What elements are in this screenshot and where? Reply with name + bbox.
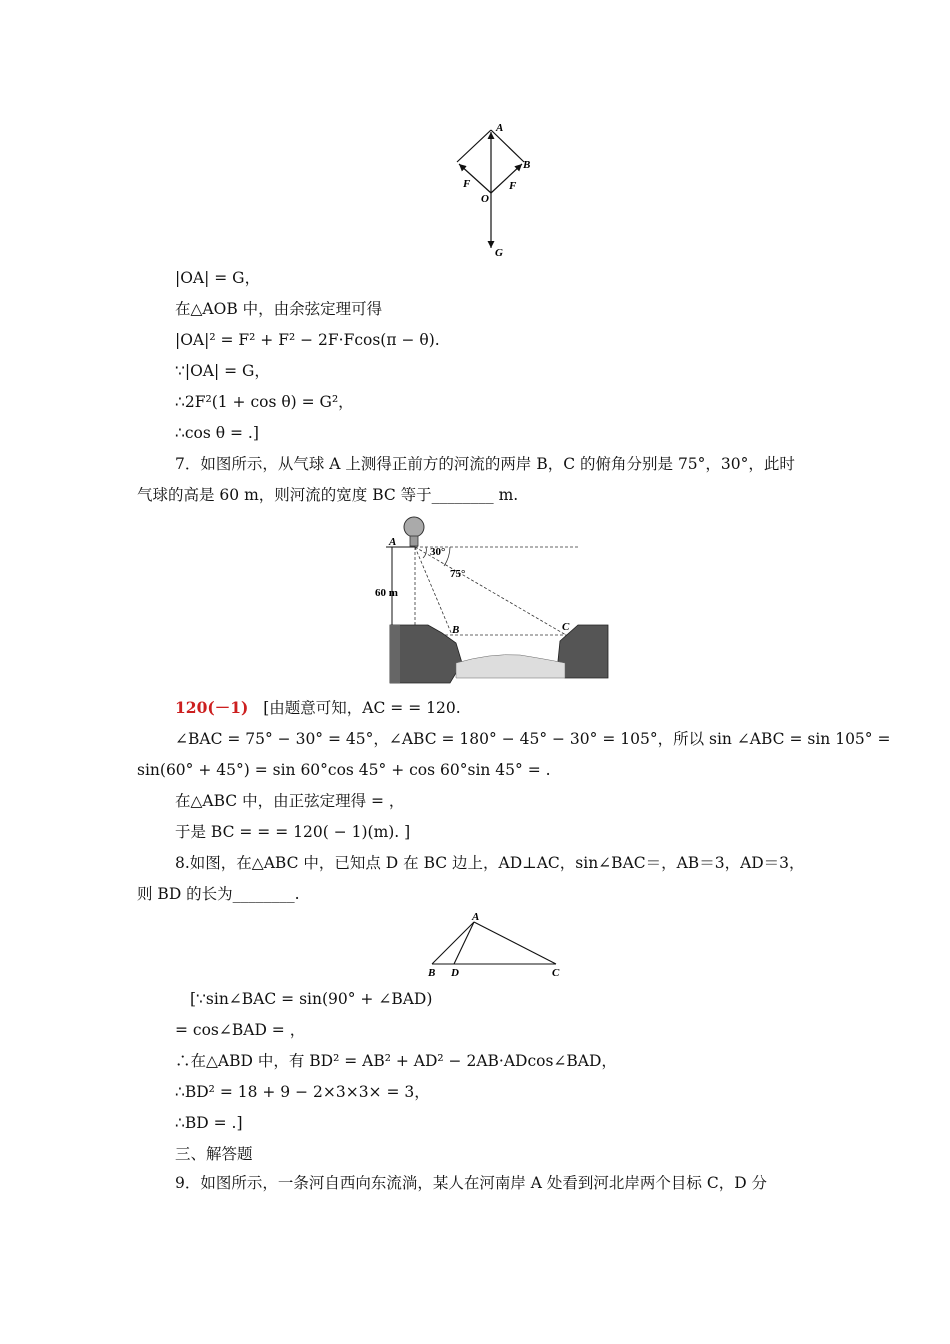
- solution-7-line-2: ∠BAC = 75° − 30° = 45°，∠ABC = 180° − 45° − 30° = 105°，所以 sin ∠ABC = sin 105° =: [175, 730, 891, 748]
- label-g: G: [495, 247, 503, 259]
- text-line-4: ∵|OA| = G，: [175, 362, 270, 380]
- solution-8-line-5: ∴BD = .]: [175, 1114, 243, 1132]
- solution-7-line-4: 在△ABC 中，由正弦定理得 = ，: [175, 792, 405, 810]
- edge-left-top: [457, 130, 491, 162]
- label-f-right: F: [509, 180, 517, 192]
- text-line-5: ∴2F²(1 + cos θ) = G²，: [175, 393, 354, 411]
- triangle-diagram: [420, 910, 570, 982]
- solution-8-line-4: ∴BD² = 18 + 9 − 2×3×3× = 3，: [175, 1083, 430, 1101]
- label-b: B: [452, 624, 460, 636]
- answer-7-value: 120(－1): [175, 698, 249, 717]
- label-b: B: [428, 967, 436, 979]
- label-60m: 60 m: [375, 587, 398, 599]
- section-heading: 三、解答题: [175, 1145, 253, 1163]
- ground-left: [390, 625, 400, 683]
- balloon-basket: [410, 536, 418, 546]
- side-ac: [474, 922, 556, 964]
- label-c: C: [552, 967, 560, 979]
- text-line-1: |OA| = G，: [175, 269, 261, 287]
- force-diagram: [440, 118, 540, 263]
- solution-7-line-5: 于是 BC = = = 120( − 1)(m). ]: [175, 823, 411, 841]
- text-line-6: ∴cos θ = .]: [175, 424, 259, 442]
- solution-8-line-1: [∵sin∠BAC = sin(90° + ∠BAD): [190, 990, 433, 1008]
- text-line-2: 在△AOB 中，由余弦定理可得: [175, 300, 383, 318]
- question-8-line-1: 8.如图，在△ABC 中，已知点 D 在 BC 边上，AD⊥AC，sin∠BAC＝，AB＝3，AD＝3，: [175, 854, 805, 872]
- balloon-river-diagram: [370, 513, 620, 688]
- label-c: C: [562, 621, 570, 633]
- label-a: A: [389, 536, 397, 548]
- solution-8-line-2: = cos∠BAD = ，: [175, 1021, 306, 1039]
- label-b: B: [523, 159, 531, 171]
- solution-8-line-3: ∴在△ABD 中，有 BD² = AB² + AD² − 2AB·ADcos∠BAD，: [175, 1052, 617, 1070]
- river-water: [456, 655, 565, 678]
- label-30deg: 30°: [430, 546, 446, 558]
- balloon-icon: [404, 517, 424, 537]
- solution-7-line-3: sin(60° + 45°) = sin 60°cos 45° + cos 60°sin 45° = .: [137, 761, 551, 779]
- sight-c: [415, 547, 566, 635]
- text-line-3: |OA|² = F² + F² − 2F·Fcos(π − θ).: [175, 331, 440, 349]
- question-8-line-2: 则 BD 的长为________.: [137, 885, 300, 903]
- label-a: A: [496, 122, 504, 134]
- label-d: D: [451, 967, 459, 979]
- label-o: O: [481, 193, 489, 205]
- answer-7-explanation: [由题意可知，AC = = 120.: [263, 699, 461, 717]
- side-ab: [432, 922, 474, 964]
- segment-ad: [454, 922, 474, 964]
- question-7-line-2: 气球的高是 60 m，则河流的宽度 BC 等于________ m.: [137, 486, 519, 504]
- label-75deg: 75°: [450, 568, 466, 580]
- question-9-line-1: 9．如图所示，一条河自西向东流淌，某人在河南岸 A 处看到河北岸两个目标 C，D 分: [175, 1174, 768, 1192]
- vector-ob: [491, 164, 522, 193]
- edge-right-top: [491, 130, 524, 162]
- answer-7: [175, 698, 461, 718]
- label-f-left: F: [463, 178, 471, 190]
- label-a: A: [472, 911, 480, 923]
- sight-b: [415, 547, 452, 635]
- question-7-line-1: 7．如图所示，从气球 A 上测得正前方的河流的两岸 B，C 的俯角分别是 75°，30°，此时: [175, 455, 795, 473]
